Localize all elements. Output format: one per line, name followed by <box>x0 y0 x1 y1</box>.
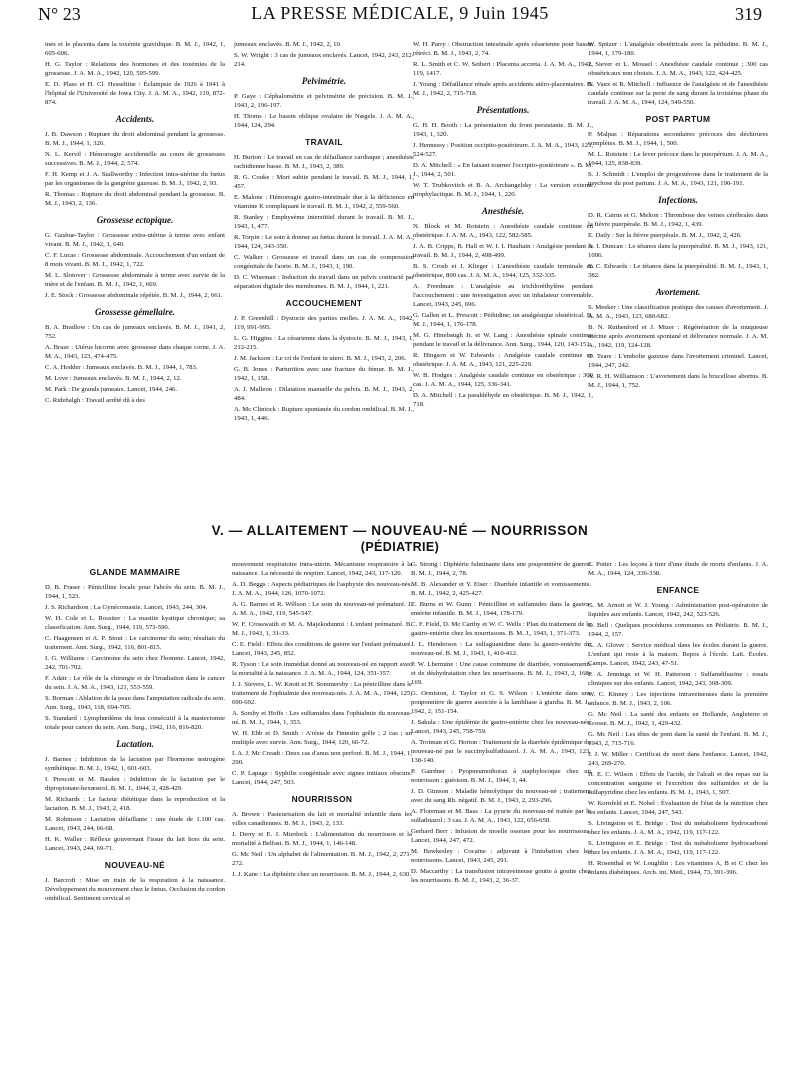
reference-entry: S. W. Wright : 3 cas de jumeaux enclavés. Lancet, 1942, 243, 212-214. <box>234 52 414 68</box>
reference-entry: W. Kornfeld et E. Nobel : Évaluation de l'état de la nutrition chez les enfants. Lancet, 1944, 247, 543. <box>588 800 768 816</box>
journal-title: LA PRESSE MÉDICALE, 9 Juin 1945 <box>251 3 549 23</box>
reference-entry: F. H. Kemp et J. A. Stallworthy : Infection intra-utérine du fœtus par les organismes de la gangrène gazeuse. B. M. J., 1942, 2, 93. <box>45 171 225 187</box>
section-title: V. — ALLAITEMENT — NOUVEAU-NÉ — NOURRISSON <box>211 523 589 538</box>
reference-entry: E. D. Plass et H. Cl. Hesseltine : Éclampsie de 1926 à 1941 à l'hôpital de l'Université de Iowa City. J. A. M. A., 1942, 119, 872-874. <box>45 81 225 106</box>
reference-entry: G. Mc Neil : Les têtes de pont dans la santé de l'enfant. B. M. J., 1943, 2, 715-716. <box>588 731 768 747</box>
reference-entry: H. Thoms : Le bassin oblique ovalaire de Nægele. J. A. M. A., 1944, 124, 294. <box>234 113 414 129</box>
reference-entry: C. E. Field : Effets des conditions de guerre sur l'enfant prématuré. Lancet, 1943, 245, 852. <box>232 641 412 657</box>
reference-entry: W. H. Parry : Obstruction intestinale après césarienne pour bassin rétréci. B. M. J., 1943, 2, 74. <box>413 41 593 57</box>
reference-entry: R. Hingson et W. Edwards : Analgésie caudale continue en obstétrique. J. A. M. A., 1943, 121, 225-229. <box>413 352 593 368</box>
reference-entry: ines et le placenta dans la toxémie gravidique. B. M. J., 1942, 1, 605-606. <box>45 41 225 57</box>
reference-entry: D. B. Fraser : Pénicilline locale pour l'abcès du sein. B. M. J., 1944, 1, 523. <box>45 584 225 600</box>
reference-entry: Gerhard Berr : Infusion de moelle osseuse pour les nourrissons. Lancet, 1944, 247, 472. <box>411 828 591 844</box>
reference-entry: A. Braze : Utérus bicorne avec grossesse dans chaque corne. J. A. M. A., 1943, 123, 474-475. <box>45 344 225 360</box>
reference-entry: P. A. Jennings et W. H. Patterson : Sulfaméthazine : essais cliniques sur des enfants. Lancet, 1942, 243, 308-309. <box>588 671 768 687</box>
reference-entry: C. F. Field, D. Mc Carthy et W. C. Wells : Plan du traitement de la gastro-entérite chez les nourrissons. B. M. J., 1943, 1, 371-373. <box>411 621 591 637</box>
reference-entry: J. D. Gimson : Maladie hémolytique du nouveau-né ; traitement avec du sang Rh. négatif. B. M. J., 1943, 2, 293-296. <box>411 788 591 804</box>
section-heading: Lactation. <box>116 739 154 749</box>
reference-entry: C. A. Hodder : Jumeaux enclavés. B. M. J., 1944, 1, 783. <box>45 364 198 371</box>
reference-entry: M. Hawkesley : Cocaïne : adjuvant à l'intubation chez les nourrissons. Lancet, 1943, 245, 291. <box>411 848 591 864</box>
reference-entry: I. Prescott et M. Basden : Inhibition de la lactation par le dipropionate-hexœstrol. B. M. J., 1944, 2, 428-429. <box>45 776 225 792</box>
bottom-column-3 <box>411 560 591 887</box>
section-heading: Grossesse ectopique. <box>96 215 174 225</box>
reference-entry: W. F. Crosswaith et M. A. Majekodunmi : L'enfant prématuré. B. M. J., 1943, 1, 31-33. <box>232 621 412 637</box>
reference-entry: A. Freedman : L'analgésie au trichloréthylène pendant l'accouchement : une investigation avec un inhalateur convenable. Lancet, 1943, 245, 696. <box>413 283 593 308</box>
reference-entry: S. Meeker : Une classification pratique des causes d'avortement. J. A. M. A., 1943, 123, 680-682. <box>588 304 768 320</box>
reference-entry: E. Malone : Hémorragie gastro-intestinale due à la déficience en vitamine K compliquant le travail. B. M. J., 1942, 2, 559-560. <box>234 194 414 210</box>
top-column-3 <box>413 40 593 411</box>
reference-entry: P. Gaye : Céphalométrie et pelvimétrie de précision. B. M. J., 1943, 2, 196-197. <box>234 93 414 109</box>
reference-entry: G. Gushue-Taylor : Grossesse extra-utérine à terme avec enfant vivant. B. M. J., 1942, 1, 640. <box>45 232 225 248</box>
reference-entry: C. Haagensen et A. P. Stout : Le carcinome du sein; résultats du traitement. Ann. Surg., 1942, 116, 801-815. <box>45 635 225 651</box>
reference-entry: J. M. Jackson : Le cri de l'enfant in utero. B. M. J., 1943, 2, 206. <box>234 355 407 362</box>
reference-entry: F. Adair : Le rôle de la chirurgie et de l'irradiation dans le cancer du sein. J. A. M. A., 1943, 121, 553-559. <box>45 675 225 691</box>
section-heading: GLANDE MAMMAIRE <box>89 567 181 577</box>
reference-entry: A. Brown : Pasteurisation du lait et mortalité infantile dans les villes canadiennes. B. M. J., 1943, 2, 133. <box>232 811 412 827</box>
reference-entry: M. Richards : Le facteur diététique dans la reproduction et la lactation. B. M. J., 1943, 2, 418. <box>45 796 225 812</box>
reference-entry: D. A. Mitchell : « En faisant tourner l'occipito-postérieure ». B. M. J., 1944, 2, 501. <box>413 162 593 178</box>
reference-entry: A. G. Barnes et R. Willson : Le soin du nouveau-né prématuré. J. A. M. A., 1942, 119, 545-547. <box>232 601 412 617</box>
reference-entry: A. Mc Clintock : Rupture spontanée du cordon ombilical. B. M. J., 1943, 1, 446. <box>234 406 414 422</box>
reference-entry: J. B. Dawson : Rupture du droit abdominal pendant la grossesse. B. M. J., 1944, 1, 326. <box>45 131 225 147</box>
reference-entry: J. J. Sievers, L. W. Knott et H. Sommersby : La pénicilline dans le traitement de l'ophtalmie des nouveau-nés. J. A. M. A., 1944, 125, 690-692. <box>232 681 412 706</box>
reference-entry: H. E. C. Wilson : Effets de l'acide, de l'alcali et des repas sur la concentration sanguine et l'excrétion des sulfamides et de la sulfapyridine chez les enfants. B. M. J., 1943, 1, 507. <box>588 771 768 796</box>
reference-entry: R. Stanley : Emphysème interstitiel durant le travail. B. M. J., 1943, 1, 477. <box>234 214 414 230</box>
reference-entry: H. Burton : Le travail en cas de défaillance cardiaque ; anesthésie rachidienne basse. B. M. J., 1943, 2, 389. <box>234 154 414 170</box>
top-column-1 <box>45 40 225 407</box>
reference-entry: C. F. Lucas : Grossesse abdominale. Accouchement d'un enfant de 8 mois vivant. B. M. J., 1942, 1, 722. <box>45 252 225 268</box>
reference-entry: R. L. Smith et C. W. Seibert : Placenta accreta. J. A. M. A., 1942, 119, 1417. <box>413 61 593 77</box>
reference-entry: H. K. Waller : Réflexe gouvernant l'issue du lait hors du sein. Lancet, 1943, 244, 69-71. <box>45 836 225 852</box>
section-heading: Anesthésie. <box>481 206 525 216</box>
reference-entry: D. C. Wiseman : Induction du travail dans un pelvis contracté par séparation digitale des membranes. B. M. J., 1944, 1, 221. <box>234 274 414 290</box>
reference-entry: G. A. Glover : Service médical dans les écoles durant la guerre. L'enfant qui reste à la maison. Repos à l'école. Lait. Écoles. Camps. Lancet, 1942, 243, 47-51. <box>588 642 768 667</box>
issue-number: N° 23 <box>38 4 81 24</box>
bottom-column-4 <box>588 560 768 879</box>
reference-entry: E. Daily : Sur la fièvre puerpérale. B. M. J., 1942, 2, 426. <box>588 232 742 239</box>
reference-entry: P. W. Lhermine : Une cause commune de diarrhée, vomissements et de déshydratation chez les nourrissons. B. M. J., 1943, 2, 168-169. <box>411 661 591 686</box>
reference-entry: G. Strong : Diphtérie fulminante dans une pouponnière de guerre. B. M. J., 1944, 2, 78. <box>411 561 591 577</box>
section-heading: Accidents. <box>115 114 155 124</box>
reference-entry: J. Barnes : Inhibition de la lactation par l'hormone œstrogène synthétique. B. M. J., 1942, 1, 601-603. <box>45 756 225 772</box>
reference-entry: M. Robinson : Lactation défaillante : une étude de 1.100 cas. Lancet, 1943, 244, 66-68. <box>45 816 225 832</box>
reference-entry: N. Vaux et R. Mitchell : Influence de l'analgésie et de l'anesthésie caudale continue sur la perte de sang durant la troisième phase du travail. J. A. M. A., 1944, 124, 549-550. <box>588 81 768 106</box>
reference-entry: A. D. Beggs : Aspects pédiatriques de l'asphyxie des nouveau-nés. J. A. M. A., 1944, 126, 1070-1072. <box>232 581 412 597</box>
reference-entry: A. J. Malleon : Dilatation manuelle du pelvis. B. M. J., 1943, 2, 484. <box>234 386 414 402</box>
top-section <box>0 40 800 518</box>
reference-entry: D. Teare : L'embolie gazeuse dans l'avortement criminel. Lancet, 1944, 247, 242. <box>588 353 768 369</box>
reference-entry: G. Gallen et L. Prescott : Péthidine; un analgésique obstétrical. B. M. J., 1944, 1, 176-178. <box>413 312 593 328</box>
section-heading: Avortement. <box>655 287 701 297</box>
reference-entry: I. A. J. Mc Creadt : Deux cas d'anus non perforé. B. M. J., 1944, 1, 290. <box>232 750 412 766</box>
reference-entry: I. J. W. Miller : Certificat de mort dans l'enfance. Lancet, 1942, 243, 269-270. <box>588 751 768 767</box>
reference-entry: B. S. Crosb et J. Klieger : L'anesthésie caudale terminale en obstétrique, 800 cas. J. A. M. A., 1944, 125, 332-335. <box>413 263 593 279</box>
reference-entry: C. Walker : Grossesse et travail dans un cas de compression congénitale de l'aorte. B. M. J., 1943, 1, 190. <box>234 254 414 270</box>
section-subtitle: (PÉDIATRIE) <box>360 540 440 554</box>
reference-entry: S. Standard : Lymphœdème du bras consécutif à la mastectomie totale pour cancer du sein. Ann. Surg., 1942, 116, 816-820. <box>45 715 225 731</box>
reference-entry: H. G. Taylor : Relations des hormones et des toxémies de la grossesse. J. A. M. A., 1942, 120, 595-599. <box>45 61 225 77</box>
section-heading <box>0 522 800 556</box>
section-heading: ENFANCE <box>656 585 700 595</box>
reference-entry: L. G. Higgins : La césarienne dans la dystocie. B. M. J., 1943, 1, 212-215. <box>234 335 414 351</box>
section-heading: POST PARTUM <box>645 114 711 124</box>
reference-entry: H. Rosenthal et W. Loughlin : Les vitamines A, B et C chez les enfants diabétiques. Arch. int. Med., 1944, 73, 391-396. <box>588 860 768 876</box>
reference-entry: S. Borman : Ablation de la peau dans l'amputation radicale du sein. Ann. Surg., 1943, 118, 694-705. <box>45 695 225 711</box>
reference-entry: J. Siever et L. Mousel : Anesthésie caudale continue ; 300 cas obstétricaux non choisis. J. A. M. A., 1943, 122, 424-425. <box>588 61 768 77</box>
reference-entry: J. L. Henderson : La sulfaguanidine dans la gastro-entérite du nouveau-né. B. M. J., 1943, 1, 410-412. <box>411 641 591 657</box>
reference-entry: mouvement respiratoire intra-utérin. Mécanisme respiratoire à la naissance. La nécessité de respirer. Lancet, 1942, 243, 117-120. <box>232 561 412 577</box>
reference-entry: C. P. Lapage : Syphilis congénitale avec signes initiaux obscurs. Lancet, 1944, 247, 503. <box>232 770 412 786</box>
reference-entry: G. Mc Neil : La santé des enfants en Hollande, Angleterre et Écosse. B. M. J., 1942, 1, 429-432. <box>588 711 768 727</box>
reference-entry: G. Ormiston, J. Taylor et G. S. Wilson : L'entérite dans une pouponnière de guerre associée à la lambliase à giardia. B. M. J., 1942, 2, 151-154. <box>411 690 591 715</box>
reference-entry: J. Hennessy : Position occipito-postérieure. J. A. M. A., 1943, 123, 524-527. <box>413 142 593 158</box>
top-column-2 <box>234 40 414 425</box>
reference-entry: A. I. Duncan : Le tétanos dans la puerpéralité. B. M. J., 1943, 121, 1006. <box>588 243 768 259</box>
reference-entry: S. Livingston et E. Bridge : Test du métabolisme hydrocarboné chez les enfants. J. A. M. A., 1942, 119, 117-122. <box>588 820 768 836</box>
reference-entry: M. B. Alexander et Y. Eiser : Diarrhée infantile et vomissements. B. M. J., 1942, 2, 425-427. <box>411 581 591 597</box>
reference-entry: J. E. Stock : Grossesse abdominale répétée. B. M. J., 1944, 2, 661. <box>45 292 223 299</box>
bottom-column-2 <box>232 560 412 881</box>
section-heading: Infections. <box>658 195 698 205</box>
reference-entry: R. Tyson : Le soin immédiat donné au nouveau-né en rapport avec la mortalité à la naissance. J. A. M. A., 1944, 124, 351-357. <box>232 661 412 677</box>
reference-entry: D. R. Cairns et G. Melton : Thrombose des veines cérébrales dans la fièvre puerpérale. B. M. J., 1942, 1, 439. <box>588 212 768 228</box>
reference-entry: P. Gairdner : Pyopneumothorax à staphylocoque chez un nourrisson ; guérison. B. M. J., 1944, 1, 44. <box>411 768 591 784</box>
reference-entry: W. T. Trubkovitch et B. A. Archangelsky : La version externe prophylactique. B. M. J., 1944, 1, 220. <box>413 182 593 198</box>
section-heading: TRAVAIL <box>305 137 343 147</box>
reference-entry: S. J. Schmidt : L'emploi de progestérone dans le traitement de la psychose du post partum. J. A. M. A., 1943, 121, 190-191. <box>588 171 768 187</box>
section-heading: ACCOUCHEMENT <box>285 298 363 308</box>
reference-entry: D. Maccarthy : La transfusion intraveineuse goutte à goutte chez les nourrissons. B. M. J., 1943, 2, 36-37. <box>411 868 591 884</box>
reference-entry: J. P. Greenhill : Dystocie des parties molles. J. A. M. A., 1942, 119, 991-995. <box>234 315 414 331</box>
top-column-4 <box>588 40 768 392</box>
reference-entry: R. Thomas : Rupture du droit abdominal pendant la grossesse. B. M. J., 1943, 2, 136. <box>45 191 225 207</box>
reference-entry: W. B. Hodges : Analgésie caudale continue en obstétrique ; 300 cas. J. A. M. A., 1944, 125, 336-341. <box>413 372 593 388</box>
reference-entry: jumeaux enclavés. B. M. J., 1942, 2, 10. <box>234 41 342 48</box>
reference-entry: R. Torpin : Le soin à donner au fœtus durant le travail. J. A. M. A., 1944, 124, 343-350. <box>234 234 414 250</box>
section-heading: Pelvimétrie. <box>301 76 347 86</box>
reference-entry: A. Trotman et G. Horton : Traitement de la diarrhée épidémique du nouveau-né par le succinylsulfathiazol. J. A. M. A., 1943, 123, 138-140. <box>411 739 591 764</box>
reference-entry: N. L. Kervil : Hémorragie accidentelle au cours de grossesses successives. B. M. J., 1944, 2, 574. <box>45 151 225 167</box>
reference-entry: G. H. H. Booth : La présentation du front persistante. B. M. J., 1943, 1, 320. <box>413 122 593 138</box>
reference-entry: J. S. Richardson : La Gynécomastie. Lancet, 1943, 244, 304. <box>45 604 208 611</box>
reference-entry: M. L. Slotover : Grossesse abdominale à terme avec survie de la mère et de l'enfant. B. M. J., 1942, 1, 669. <box>45 272 225 288</box>
reference-entry: P. Malpas : Réparations secondaires précoces des déchirures complètes. B. M. J., 1944, 1, 500. <box>588 131 768 147</box>
reference-entry: W. H. Cole et L. Rossiter : La mastite kystique chronique; sa classification. Ann. Surg., 1944, 119, 573-590. <box>45 615 225 631</box>
reference-entry: J. J. Kane : La diphtérie chez un nourrisson. B. M. J., 1944, 2, 630. <box>232 871 412 878</box>
reference-entry: A. R. H. Williamson : L'avortement dans la brucellose abortus. B. M. J., 1944, 1, 752. <box>588 373 768 389</box>
reference-entry: J. Sakula : Une épidémie de gastro-entérite chez les nouveau-nés. Lancet, 1943, 245, 758-759. <box>411 719 591 735</box>
page-number: 319 <box>735 4 762 24</box>
reference-entry: M. L. Rotstein : Le lever précoce dans le puerpérium. J. A. M. A., 1944, 125, 838-839. <box>588 151 768 167</box>
reference-entry: R. G. Cooke : Mort subite pendant le travail. B. M. J., 1944, 1, 457. <box>234 174 414 190</box>
reference-entry: M. Love : Jumeaux enclavés. B. M. J., 1944, 2, 12. <box>45 375 182 382</box>
reference-entry: W. C. Kinney : Les injections intraveineuses dans la première enfance. B. M. J., 1943, 2, 106. <box>588 691 768 707</box>
reference-entry: J. Derry et E. J. Murdock : L'alimentation du nourrisson et la mortalité à Belfast. B. M. J., 1944, 1, 146-148. <box>232 831 412 847</box>
reference-entry: A. Sorsby et Hoffs : Les sulfamides dans l'ophtalmie du nouveau-né. B. M. J., 1944, 1, 353. <box>232 710 412 726</box>
reference-entry: D. Bell : Quelques procédures communes en Pédiatrie. B. M. J., 1944, 2, 157. <box>588 622 768 638</box>
reference-entry: A. Floreman et M. Bass : La pyurie du nouveau-né traitée par le sulfathiazol ; 3 cas. J. A. M. A., 1943, 122, 656-658. <box>411 808 591 824</box>
reference-entry: B. N. Ruthenford et J. Mizer : Régénération de la muqueuse utérine après avortement spontané et délivrance normale. J. A. M. A., 1942, 119, 124-128. <box>588 324 768 349</box>
reference-entry: G. M. Arnott et W. J. Young : Administration post-opératoire de liquides aux enfants. Lancet, 1942, 242, 523-526. <box>588 602 768 618</box>
bottom-column-1 <box>45 560 225 905</box>
reference-entry: B. A. Bradlow : Un cas de jumeaux enclavés. B. M. J., 1941, 2, 752. <box>45 324 225 340</box>
reference-entry: E. Burns et W. Gunn : Pénicilline et sulfamides dans la gastro-entérite infantile. B. M. J., 1944, 178-179. <box>411 601 591 617</box>
reference-entry: J. Barcroft : Mise en train de la respiration à la naissance. Développement du mouvement chez le fœtus. Occlusion du cordon ombilical. Sentiment cervical et <box>45 877 225 902</box>
reference-entry: C. Ridehalgh : Travail arrêté dû à des <box>45 397 145 404</box>
reference-entry: W. Spitzer : L'analgésie obstétricale avec la péthidine. B. M. J., 1944, 1, 179-180. <box>588 41 768 57</box>
reference-entry: M. G. Hinebaugh Jr. et W. Lang : Anesthésie spinale continue pendant le travail et la délivrance. Ann. Surg., 1944, 120, 143-151. <box>413 332 593 348</box>
reference-entry: E. Potter : Les leçons à tirer d'une étude de morts d'enfants. J. A. M. A., 1944, 124, 336-338. <box>588 561 768 577</box>
reference-entry: N. Block et M. Rotstein : Anesthésie caudale continue en obstétrique. J. A. M. A., 1943, 122, 582-585. <box>413 223 593 239</box>
page-header <box>0 0 800 26</box>
section-heading: NOURRISSON <box>291 794 353 804</box>
section-heading: Présentations. <box>476 105 530 115</box>
section-heading: Grossesse gémellaire. <box>95 307 175 317</box>
reference-entry: S. Livingston et E. Bridge : Test du métabolisme hydrocarboné chez les enfants. J. A. M. A., 1942, 119, 117-122. <box>588 840 768 856</box>
section-heading: NOUVEAU-NÉ <box>104 860 166 870</box>
reference-entry: G. B. Jones : Parturition avec une fracture du fémur. B. M. J., 1942, 1, 158. <box>234 366 414 382</box>
bottom-section <box>0 560 800 1060</box>
reference-entry: G. Mc Neil : Un alphabet de l'alimentation. B. M. J., 1942, 2, 271-272. <box>232 851 412 867</box>
reference-entry: W. H. Ebb et D. Smith : A'résie de l'intestin grêle ; 2 cas ; un multiple avec survie. Ann. Surg., 1944, 120, 66-72. <box>232 730 412 746</box>
reference-entry: D. A. Mitchell : La paraldéhyde en obstétrique. B. M. J., 1942, 1, 718. <box>413 392 593 408</box>
reference-entry: M. Park : De grands jumeaux. Lancet, 1944, 246. <box>45 386 178 393</box>
reference-entry: J. A. B. Cripps, B. Hall et W. I. I. Haultain : Analgésie pendant le travail. B. M. J., 1944, 2, 498-499. <box>413 243 593 259</box>
reference-entry: J. Young : Défaillance rénale après accidents utéro-placentaires. B. M. J., 1942, 2, 715-718. <box>413 81 593 97</box>
reference-entry: E. C. Edwards : Le tétanos dans la puerpéralité. B. M. J., 1943, 1, 382. <box>588 263 768 279</box>
reference-entry: I. G. Williams : Carcinome du sein chez l'homme. Lancet, 1942, 242, 701-702. <box>45 655 225 671</box>
